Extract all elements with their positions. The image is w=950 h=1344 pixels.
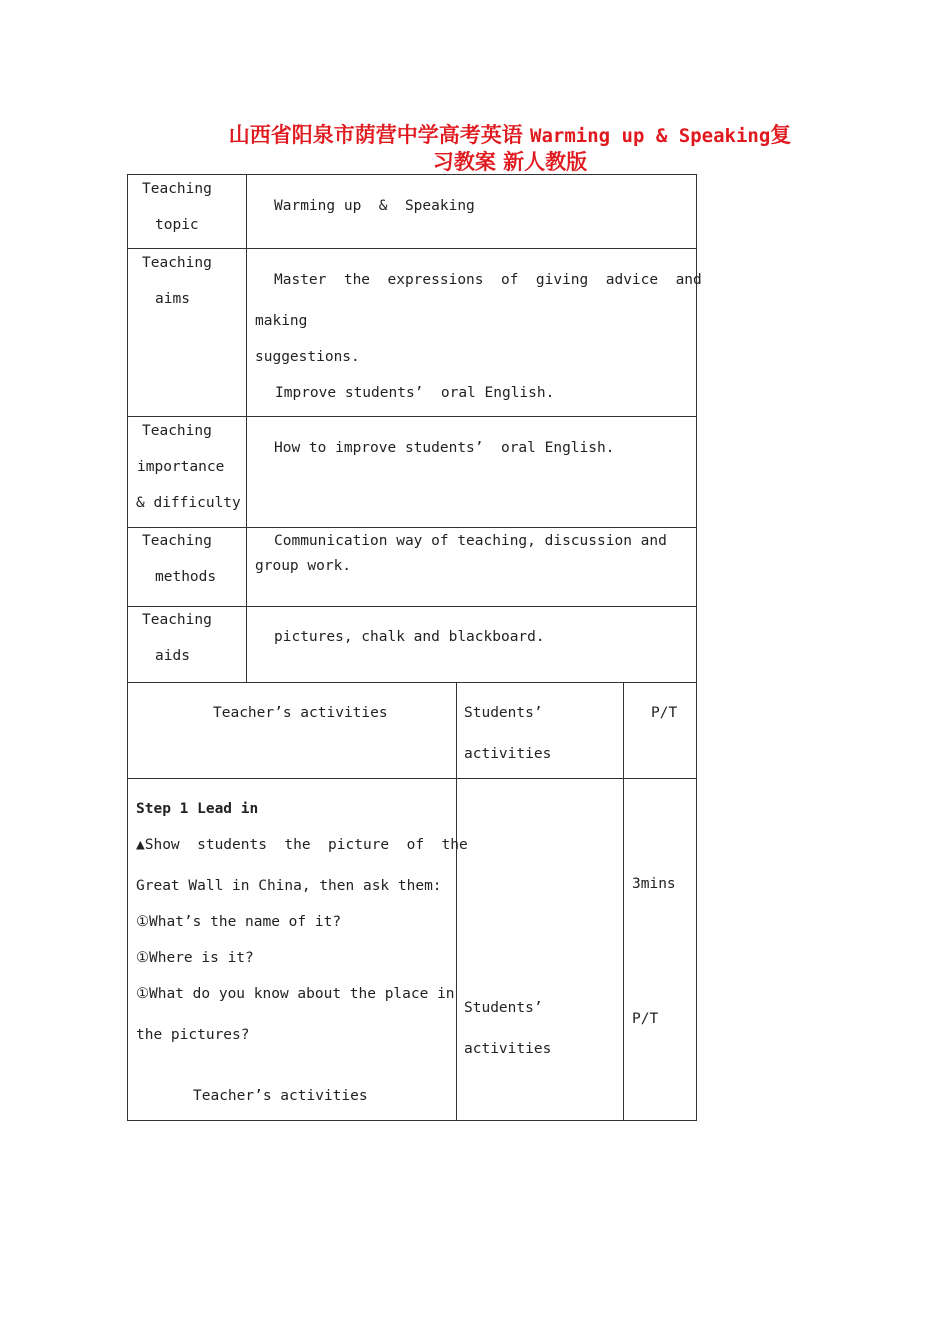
- info-label: topic: [155, 217, 199, 233]
- pt-header: P/T: [651, 705, 678, 721]
- info-content: Improve students’ oral English.: [275, 385, 555, 401]
- step-line: ▲Show students the picture of the: [136, 837, 468, 853]
- pt-label: P/T: [632, 1011, 659, 1027]
- info-content: Master the expressions of giving advice and: [274, 272, 702, 288]
- title-cn-part: 山西省阳泉市荫营中学高考英语: [228, 122, 531, 147]
- info-label: Teaching: [142, 533, 212, 549]
- title-en-part: Warming up & Speaking: [530, 125, 771, 147]
- info-label: & difficulty: [136, 495, 241, 511]
- info-label: Teaching: [142, 612, 212, 628]
- students-activities-header: activities: [464, 746, 552, 762]
- info-content: pictures, chalk and blackboard.: [274, 629, 545, 645]
- step-question: the pictures?: [136, 1027, 250, 1043]
- students-activities-label: activities: [464, 1041, 552, 1057]
- teacher-activities-header: Teacher’s activities: [213, 705, 388, 721]
- title-line2: 习教案 新人教版: [432, 149, 588, 174]
- info-content: How to improve students’ oral English.: [274, 440, 615, 456]
- students-activities-header: Students’: [464, 705, 543, 721]
- teacher-header-cell: [127, 682, 457, 779]
- info-content: suggestions.: [255, 349, 360, 365]
- info-content-cell: [246, 416, 697, 528]
- info-label: aids: [155, 648, 190, 664]
- students-header-cell: [456, 682, 624, 779]
- step-question: ①Where is it?: [136, 950, 254, 966]
- info-label: methods: [155, 569, 217, 585]
- step-line: Great Wall in China, then ask them:: [136, 878, 442, 894]
- info-label-cell: [127, 248, 247, 417]
- pt-step-cell: [623, 778, 697, 1121]
- info-content: Warming up & Speaking: [274, 198, 475, 214]
- info-label: Teaching: [142, 255, 212, 271]
- info-label: Teaching: [142, 423, 212, 439]
- step-question: ①What’s the name of it?: [136, 914, 342, 930]
- title-cn-tail: 复: [770, 122, 792, 147]
- pt-header-cell: [623, 682, 697, 779]
- info-label: aims: [155, 291, 190, 307]
- info-label: Teaching: [142, 181, 212, 197]
- students-step-cell: [456, 778, 624, 1121]
- document-title: [150, 122, 870, 175]
- info-content: Communication way of teaching, discussion and: [274, 533, 667, 549]
- teacher-activities-label: Teacher’s activities: [193, 1088, 368, 1104]
- info-content: group work.: [255, 558, 352, 574]
- students-activities-label: Students’: [464, 1000, 543, 1016]
- step-heading: Step 1 Lead in: [136, 801, 259, 817]
- time-value: 3mins: [632, 876, 676, 892]
- step-question: ①What do you know about the place in: [136, 986, 455, 1002]
- info-label: importance: [137, 459, 225, 475]
- info-content: making: [255, 313, 308, 329]
